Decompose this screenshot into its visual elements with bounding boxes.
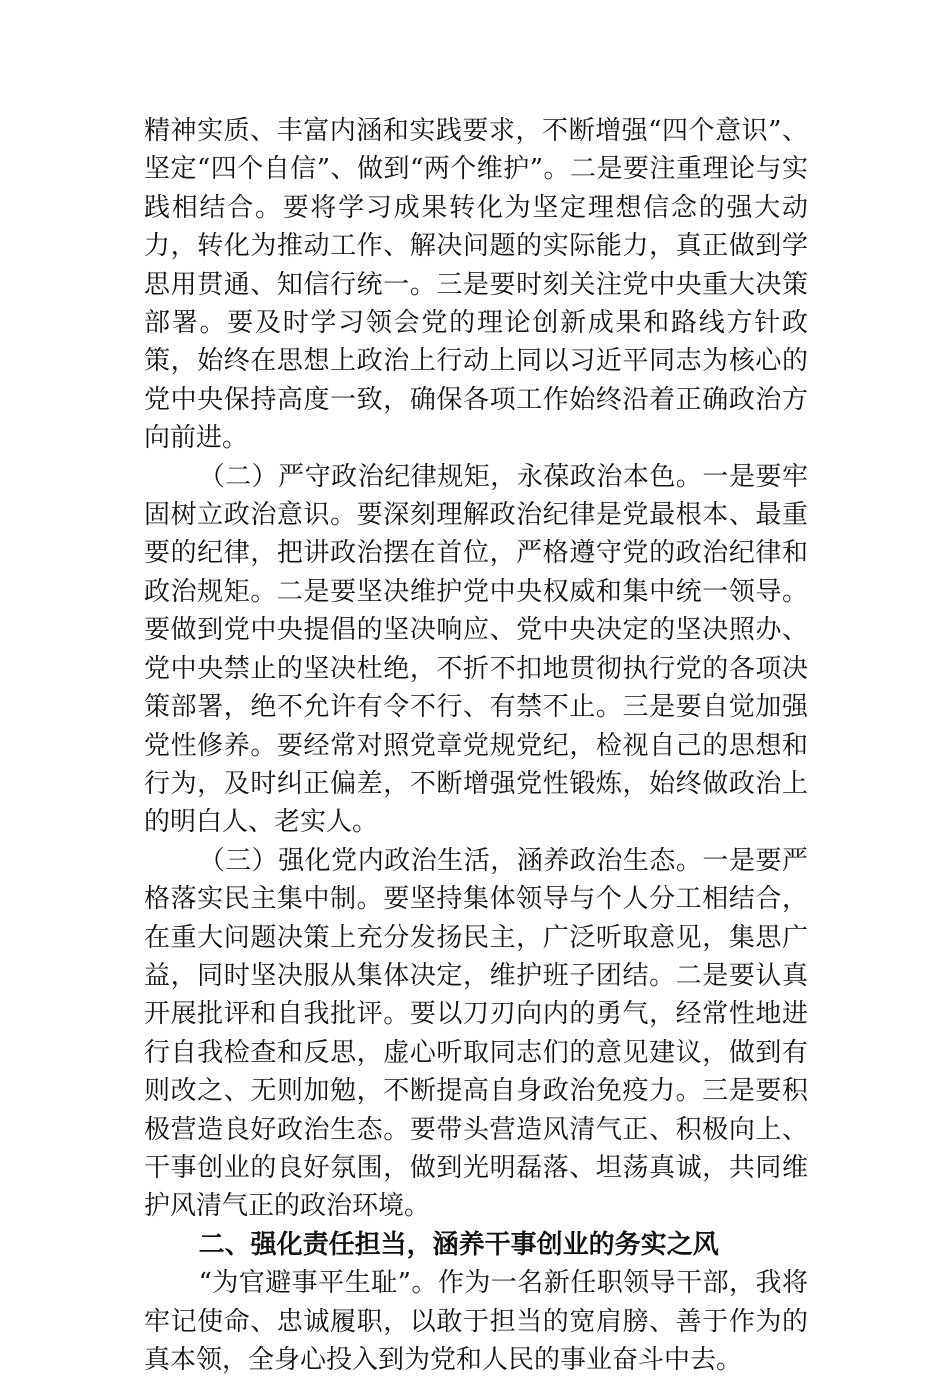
section-heading: 二、强化责任担当，涵养干事创业的务实之风 xyxy=(198,1229,719,1260)
document-body xyxy=(144,112,808,1379)
paragraph-section-three: （三）强化党内政治生活，涵养政治生态。一是要严格落实民主集中制。要坚持集体领导与个人分工相结合，在重大问题决策上充分发扬民主，广泛听取意见，集思广益，同时坚决服从集体决定，维护班子团结。二是要认真开展批评和自我批评。要以刀刃向内的勇气，经常性地进行自我检查和反思，虚心听取同志们的意见建议，做到有则改之、无则加勉，不断提高自身政治免疫力。三是要积极营造良好政治生态。要带头营造风清气正、积极向上、干事创业的良好氛围，做到光明磊落、坦荡真诚，共同维护风清气正的政治环境。 xyxy=(144,845,808,1222)
paragraph-intro-responsibility: “为官避事平生耻”。作为一名新任职领导干部，我将牢记使命、忠诚履职，以敢于担当的宽肩膀、善于作为的真本领，全身心投入到为党和人民的事业奋斗中去。 xyxy=(144,1268,808,1375)
paragraph-section-two: （二）严守政治纪律规矩，永葆政治本色。一是要牢固树立政治意识。要深刻理解政治纪律是党最根本、最重要的纪律，把讲政治摆在首位，严格遵守党的政治纪律和政治规矩。二是要坚决维护党中央权威和集中统一领导。要做到党中央提倡的坚决响应、党中央决定的坚决照办、党中央禁止的坚决杜绝，不折不扣地贯彻执行党的各项决策部署，绝不允许有令不行、有禁不止。三是要自觉加强党性修养。要经常对照党章党规党纪，检视自己的思想和行为，及时纠正偏差，不断增强党性锻炼，始终做政治上的明白人、老实人。 xyxy=(144,461,808,838)
paragraph-continuation: 精神实质、丰富内涵和实践要求，不断增强“四个意识”、坚定“四个自信”、做到“两个维护”。二是要注重理论与实践相结合。要将学习成果转化为坚定理想信念的强大动力，转化为推动工作、解决问题的实际能力，真正做到学思用贯通、知信行统一。三是要时刻关注党中央重大决策部署。要及时学习领会党的理论创新成果和路线方针政策，始终在思想上政治上行动上同以习近平同志为核心的党中央保持高度一致，确保各项工作始终沿着正确政治方向前进。 xyxy=(144,116,808,454)
